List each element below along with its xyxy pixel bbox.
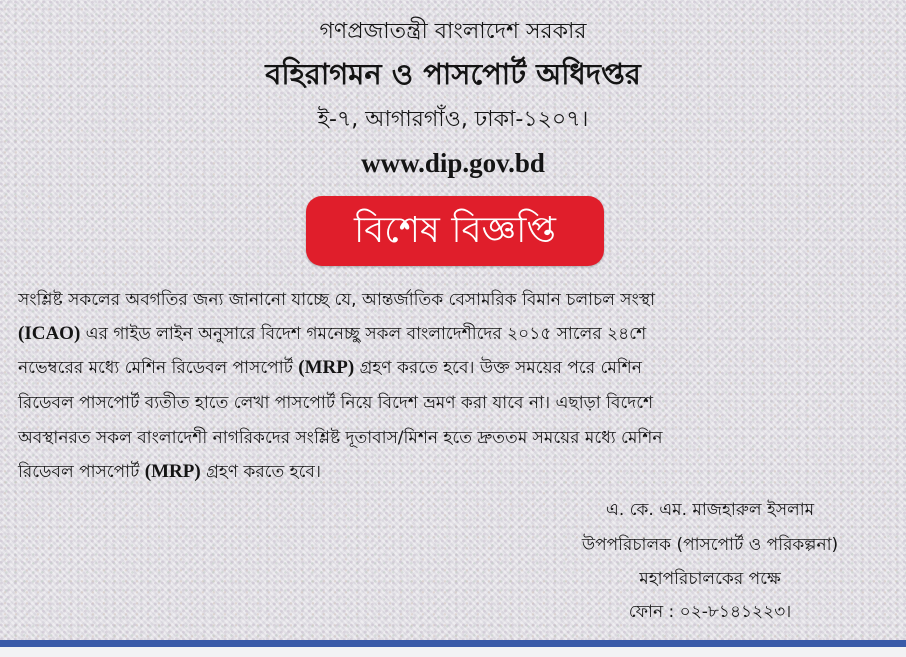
notice-body-line: রিডেবল পাসপোর্ট ব্যতীত হাতে লেখা পাসপোর্ট নিয়ে বিদেশ ভ্রমণ করা যাবে না। এছাড়া বিদেশে xyxy=(18,393,654,413)
government-name: গণপ্রজাতন্ত্রী বাংলাদেশ সরকার xyxy=(319,19,587,44)
notice-body-line xyxy=(18,319,890,349)
contact-phone: ফোন : ০২-৮১৪১২২৩। xyxy=(628,602,792,622)
notice-body-line xyxy=(18,353,890,383)
notice-title-banner: বিশেষ বিজ্ঞপ্তি xyxy=(306,196,604,266)
footer-strip xyxy=(0,647,906,657)
notice-body-text: গ্রহণ করতে হবে। xyxy=(200,462,321,482)
signatory-name: এ. কে. এম. মাজহারুল ইসলাম xyxy=(605,500,815,520)
icao-abbreviation: (ICAO) xyxy=(18,323,81,344)
notice-body-line xyxy=(18,457,890,487)
notice-body-text: রিডেবল পাসপোর্ট xyxy=(18,462,145,482)
department-address: ই-৭, আগারগাঁও, ঢাকা-১২০৭। xyxy=(317,107,589,132)
notice-body-text: নভেম্বরের মধ্যে মেশিন রিডেবল পাসপোর্ট xyxy=(18,358,299,378)
signatory-designation: উপপরিচালক (পাসপোর্ট ও পরিকল্পনা) xyxy=(581,535,839,555)
website-url: www.dip.gov.bd xyxy=(361,148,545,178)
department-name: বহিরাগমন ও পাসপোর্ট অধিদপ্তর xyxy=(265,57,641,91)
signatory-on-behalf: মহাপরিচালকের পক্ষে xyxy=(639,569,781,589)
notice-body-text: এর গাইড লাইন অনুসারে বিদেশ গমনেচ্ছু সকল বাংলাদেশীদের ২০১৫ সালের ২৪শে xyxy=(80,324,647,344)
footer-bar xyxy=(0,640,906,647)
notice-body-text: গ্রহণ করতে হবে। উক্ত সময়ের পরে মেশিন xyxy=(354,358,642,378)
mrp-abbreviation: (MRP) xyxy=(144,461,201,482)
notice-body-line: সংশ্লিষ্ট সকলের অবগতির জন্য জানানো যাচ্ছে যে, আন্তর্জাতিক বেসামরিক বিমান চলাচল সংস্থা xyxy=(18,290,656,310)
notice-body-line: অবস্থানরত সকল বাংলাদেশী নাগরিকদের সংশ্লিষ্ট দূতাবাস/মিশন হতে দ্রুততম সময়ের মধ্যে মেশিন xyxy=(18,428,663,448)
mrp-abbreviation: (MRP) xyxy=(298,357,355,378)
